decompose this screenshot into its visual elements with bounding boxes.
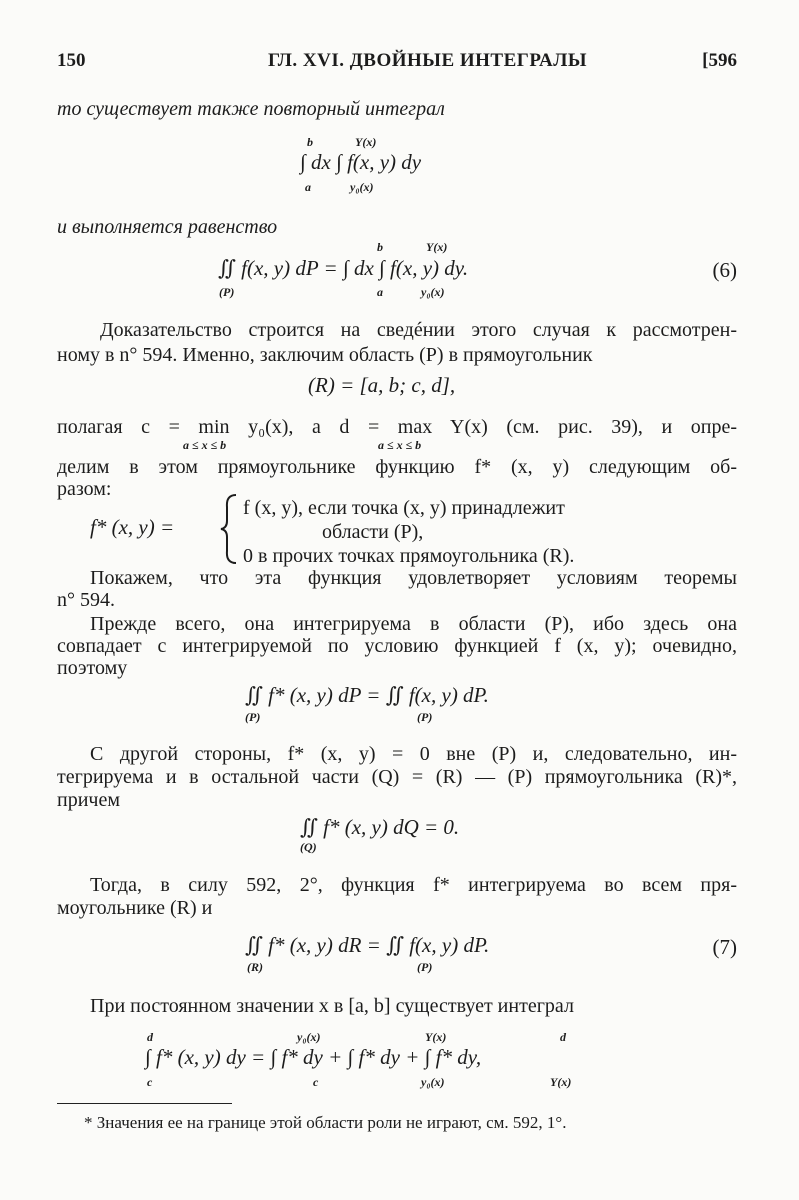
text-line: полагая c = min y₀(x), а d = max Y(x) (см. рис. 39), и опре-	[57, 416, 737, 438]
brace-line: области (P),	[322, 521, 424, 543]
text-line: то существует также повторный интеграл	[57, 98, 445, 120]
section-number: [596	[702, 50, 737, 71]
limit: b	[377, 240, 383, 254]
text-line: Доказательство строится на сведéнии этого случая к рассмотрен-	[100, 319, 737, 341]
text-line: тегрируема и в остальной части (Q) = (R) — (P) прямоугольника (R)*,	[57, 766, 737, 788]
text-line: и выполняется равенство	[57, 216, 278, 238]
brace-icon	[218, 493, 240, 565]
text-line: причем	[57, 789, 120, 811]
limit: Y(x)	[426, 240, 448, 254]
limit: y₀(x)	[297, 1030, 321, 1044]
text-line: С другой стороны, f* (x, y) = 0 вне (P) и, следовательно, ин-	[90, 743, 737, 765]
page-number: 150	[57, 50, 86, 71]
formula-double-integral: ∬ f* (x, y) dP = ∬ f(x, y) dP.	[245, 683, 489, 707]
footnote-rule	[57, 1103, 232, 1104]
text-line: поэтому	[57, 657, 128, 679]
limit: (P)	[245, 710, 261, 724]
limit: Y(x)	[355, 135, 377, 149]
formula-repeated-integral: ∫ dx ∫ f(x, y) dy	[300, 150, 422, 174]
text-line: делим в этом прямоугольнике функцию f* (x, y) следующим об-	[57, 456, 737, 478]
limit: (P)	[417, 960, 433, 974]
limit: c	[313, 1075, 319, 1089]
limit: y₀(x)	[350, 180, 374, 194]
limit: b	[307, 135, 313, 149]
limit: d	[147, 1030, 153, 1044]
limit: (Q)	[300, 840, 317, 854]
limit: Y(x)	[550, 1075, 572, 1089]
limit: (P)	[219, 285, 235, 299]
text-line: совпадает с интегрируемой по условию функцией f (x, y); очевидно,	[57, 635, 737, 657]
formula-zero-integral: ∬ f* (x, y) dQ = 0.	[300, 815, 460, 839]
text-line: Тогда, в силу 592, 2°, функция f* интегрируема во всем пря-	[90, 874, 737, 896]
formula-piecewise: f* (x, y) =	[90, 515, 175, 539]
text-line: моугольнике (R) и	[57, 897, 213, 919]
brace-line: 0 в прочих точках прямоугольника (R).	[243, 545, 575, 567]
limit: a ≤ x ≤ b	[183, 438, 227, 452]
limit: d	[560, 1030, 566, 1044]
limit: a ≤ x ≤ b	[378, 438, 422, 452]
limit: y₀(x)	[421, 285, 445, 299]
text-line: При постоянном значении x в [a, b] существует интеграл	[90, 995, 574, 1017]
limit: (R)	[247, 960, 263, 974]
formula-6: ∬ f(x, y) dP = ∫ dx ∫ f(x, y) dy.	[218, 256, 469, 280]
text-line: n° 594.	[57, 589, 115, 611]
text-line: ному в n° 594. Именно, заключим область (P) в прямоугольник	[57, 344, 593, 366]
limit: y₀(x)	[421, 1075, 445, 1089]
equation-number: (7)	[712, 935, 737, 959]
limit: a	[377, 285, 383, 299]
formula-rectangle: (R) = [a, b; c, d],	[308, 373, 456, 397]
limit: (P)	[417, 710, 433, 724]
formula-split-integral: ∫ f* (x, y) dy = ∫ f* dy + ∫ f* dy + ∫ f* dy,	[145, 1045, 482, 1069]
footnote: * Значения ее на границе этой области роли не играют, см. 592, 1°.	[84, 1113, 567, 1132]
running-title: ГЛ. XVI. ДВОЙНЫЕ ИНТЕГРАЛЫ	[268, 50, 588, 71]
text-line: Прежде всего, она интегрируема в области (P), ибо здесь она	[90, 613, 737, 635]
limit: c	[147, 1075, 153, 1089]
equation-number: (6)	[712, 258, 737, 282]
brace-line: f (x, y), если точка (x, y) принадлежит	[243, 497, 565, 519]
limit: a	[305, 180, 311, 194]
limit: Y(x)	[425, 1030, 447, 1044]
text-line: Покажем, что эта функция удовлетворяет условиям теоремы	[90, 567, 737, 589]
text-line: разом:	[57, 478, 112, 500]
formula-7: ∬ f* (x, y) dR = ∬ f(x, y) dP.	[245, 933, 490, 957]
